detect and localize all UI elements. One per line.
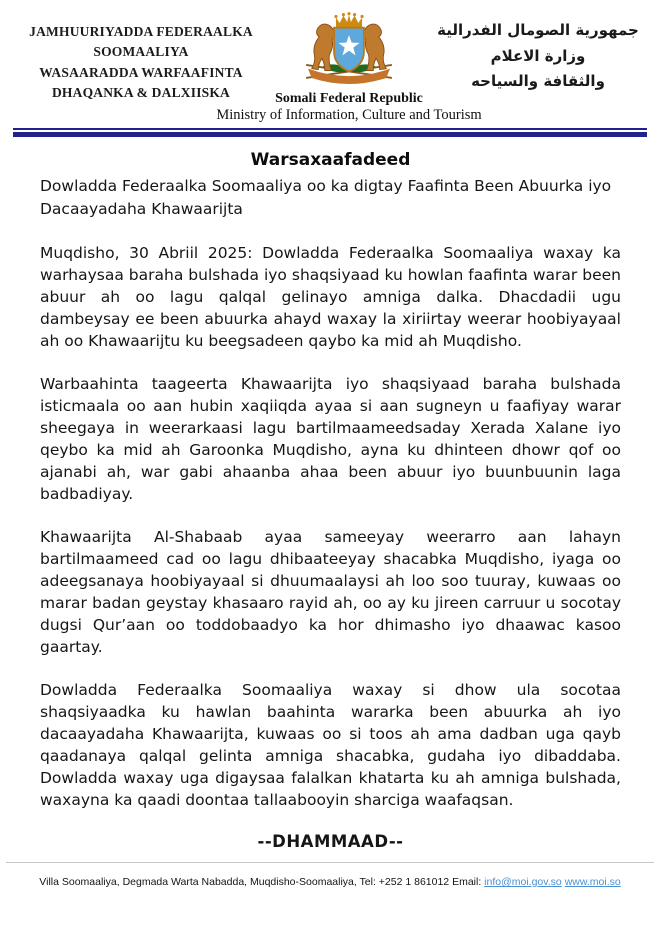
ministry-name-somali-line: JAMHUURIYADDA FEDERAALKA (29, 24, 253, 39)
body-paragraph: Khawaarijta Al-Shabaab ayaa sameeyay weerarro aan lahayn bartilmaameed cad oo lagu dhibaateeyay shacabka Muqdisho, iyaga oo adeegsanaya hoobiyayaal si dhuumaalaysi ah loo soo tuuray, kuwaas oo marar badan geystay khasaaro rayid ah, oo ay ku jireen carruur u socotay dugsi Qur’aan oo toddobaadyo ka hor dhimasho iyo dhaawac kasoo gaartay. (40, 528, 621, 656)
footer-contact-line (0, 876, 660, 888)
somalia-coat-of-arms-icon (293, 9, 405, 91)
ministry-name-arabic-line: جمهورية الصومال الفدرالية (437, 21, 639, 39)
letterhead-center (216, 9, 482, 124)
body-paragraph: Dowladda Federaalka Soomaaliya waxay si dhow ula socotaa shaqsiyaadka ku hawlan baahinta wararka been abuurka ah iyo dacaayadaha Khawaarijta, kuwaas oo si toos ah ama dadban uga qayb qaadanaya qalqal gelinta amniga shacabka, gudaha iyo dibaddaba. Dowladda waxay uga digaysaa falalkan khatarta ku ah amniga bulshada, waxayna ka qaadi doontaa tallaabooyin sharciga waafaqsan. (40, 681, 621, 809)
ministry-name-english: Ministry of Information, Culture and Tourism (216, 107, 482, 123)
letter-footer (0, 862, 660, 888)
ministry-name-somali-line: WASAARADDA WARFAAFINTA (39, 64, 243, 80)
ministry-name-arabic-line: وزارة الاعلام (490, 46, 586, 65)
ministry-name-arabic (432, 9, 644, 95)
letterhead-row (0, 0, 660, 124)
ministry-name-somali (16, 9, 266, 103)
document-title: Warsaxaafadeed (250, 150, 411, 170)
right-leopard-shape (364, 24, 387, 70)
footer-address-text: Villa Soomaaliya, Degmada Warta Nabadda, Muqdisho-Soomaaliya, Tel: +252 1 861012 Email: (39, 876, 482, 888)
ministry-name-somali-line: SOOMAALIYA (93, 44, 189, 60)
crown-shape (334, 12, 363, 28)
document-subtitle: Dowladda Federaalka Soomaaliya oo ka digtay Faafinta Been Abuurka iyo Dacaayadaha Khawaarijta (40, 177, 612, 218)
end-of-release-mark: --DHAMMAAD-- (257, 832, 404, 851)
header-divider-rule (13, 128, 647, 137)
website-link[interactable]: www.moi.so (564, 876, 621, 888)
left-leopard-shape (312, 24, 335, 70)
body-paragraph: Muqdisho, 30 Abriil 2025: Dowladda Federaalka Soomaaliya waxay ka warhaysaa baraha bulshada iyo shaqsiyaad ku howlan faafinta warar been abuur ah oo lagu qalqal gelinayo amniga dalka. Dhacdadii ugu dambeysay ee been abuurka ahayd waxay la xiriirtay weerar hoobiyayaal ah oo Khawaarijtu ku beegsadeen qaybo ka mid ah Muqdisho. (40, 244, 621, 350)
footer-divider-rule (6, 862, 654, 863)
press-release-body (0, 137, 660, 851)
ministry-name-somali-line: DHAQANKA & DALXIISKA (51, 84, 231, 100)
letterhead (0, 0, 660, 137)
country-name-english: Somali Federal Republic (275, 91, 423, 106)
email-link[interactable]: info@moi.gov.so (484, 876, 562, 888)
ministry-name-arabic-line: والثقافة والسياحه (471, 72, 605, 90)
body-paragraph: Warbaahinta taageerta Khawaarijta iyo shaqsiyaad baraha bulshada isticmaala oo aan hubin xaqiiqda ayaa si aan sugneyn u faafiyay warar sheegaya in weerarkaasi lagu bartilmaameedsaday Xerada Xalane iyo qeybo ka mid ah Garoonka Muqdisho, ayna ku dhinteen dhowr qof oo ajanabi ah, war gabi ahaanba ahaa been abuur iyo buunbuunin laga badbadiyay. (40, 375, 621, 503)
